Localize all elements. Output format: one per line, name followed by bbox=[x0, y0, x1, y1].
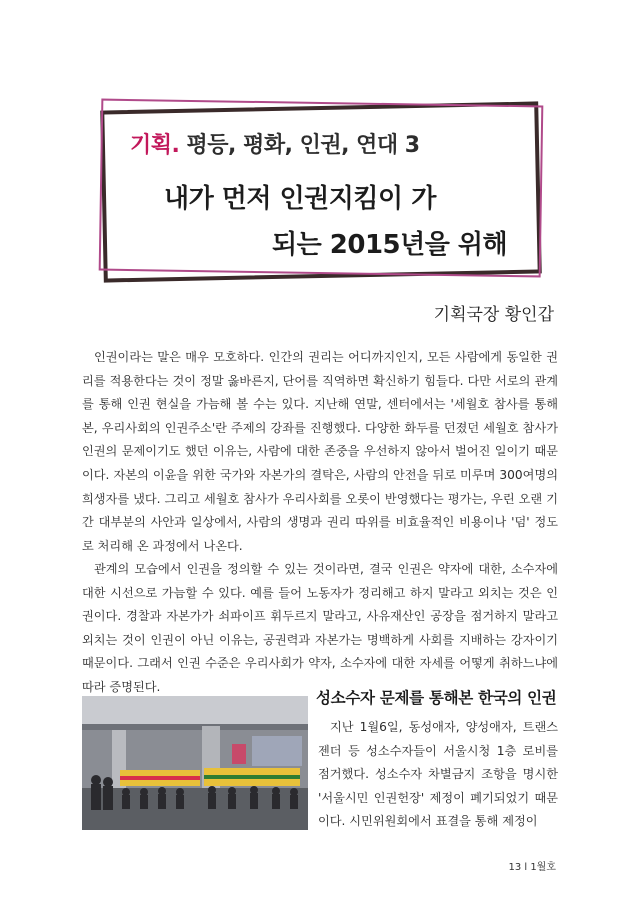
author-byline: 기획국장 황인갑 bbox=[433, 305, 554, 325]
series-label bbox=[130, 128, 420, 159]
page-footer: 13 l 1월호 bbox=[508, 862, 556, 873]
series-text: 평등, 평화, 인권, 연대 3 bbox=[186, 133, 420, 158]
section-subhead: 성소수자 문제를 통해본 한국의 인권 bbox=[316, 689, 557, 707]
protest-photo bbox=[82, 696, 308, 830]
series-prefix: 기획. bbox=[130, 133, 180, 158]
headline-line-1: 내가 먼저 인권지킴이 가 bbox=[164, 184, 436, 214]
body-paragraph-1: 인권이라는 말은 매우 모호하다. 인간의 권리는 어디까지인지, 모든 사람에게 동일한 권리를 적용한다는 것이 정말 옳바른지, 단어를 직역하면 확신하기 힘들다. 다만 서로의 관계를 통해 인권 현실을 가늠해 볼 수는 있다. 지난해 연말, 센터에서는 '세월호 참사를 통해 본, 우리사회의 인권주소'란 주제의 강좌를 진행했다. 다양한 화두를 던졌던 세월호 참사가 인권의 문제이기도 했던 이유는, 사람에 대한 존중을 우선하지 않아서 벌어진 일이기 때문이다. 자본의 이윤을 위한 국가와 자본가의 결탁은, 사람의 안전을 뒤로 미루며 300여명의 희생자를 냈다. 그리고 세월호 참사가 우리사회를 오롯이 반영했다는 평가는, 우린 오랜 기간 대부분의 사안과 일상에서, 사람의 생명과 권리 따위를 비효율적인 비용이나 '덤' 정도로 처리해 온 과정에서 나온다. bbox=[82, 350, 558, 553]
title-box bbox=[96, 100, 542, 276]
body-paragraph-2: 관계의 모습에서 인권을 정의할 수 있는 것이라면, 결국 인권은 약자에 대한, 소수자에 대한 시선으로 가늠할 수 있다. 예를 들어 노동자가 정리해고 하지 말라고 외치는 것은 인권이다. 경찰과 자본가가 쇠파이프 휘두르지 말라고, 사유재산인 공장을 점거하지 말라고 외치는 것이 인권이 아닌 이유는, 공권력과 자본가는 명백하게 사회를 지배하는 강자이기 때문이다. 그래서 인권 수준은 우리사회가 약자, 소수자에 대한 자세를 어떻게 취하느냐에 따라 증명된다. bbox=[82, 562, 558, 694]
section-paragraph: 지난 1월6일, 동성애자, 양성애자, 트랜스젠더 등 성소수자들이 서울시청 1층 로비를 점거했다. 성소수자 차별금지 조항을 명시한 '서울시민 인권헌장' 제정이 폐기되었기 때문이다. 시민위원회에서 표결을 통해 제정이 bbox=[318, 720, 558, 829]
headline-line-2: 되는 2015년을 위해 bbox=[272, 230, 508, 260]
